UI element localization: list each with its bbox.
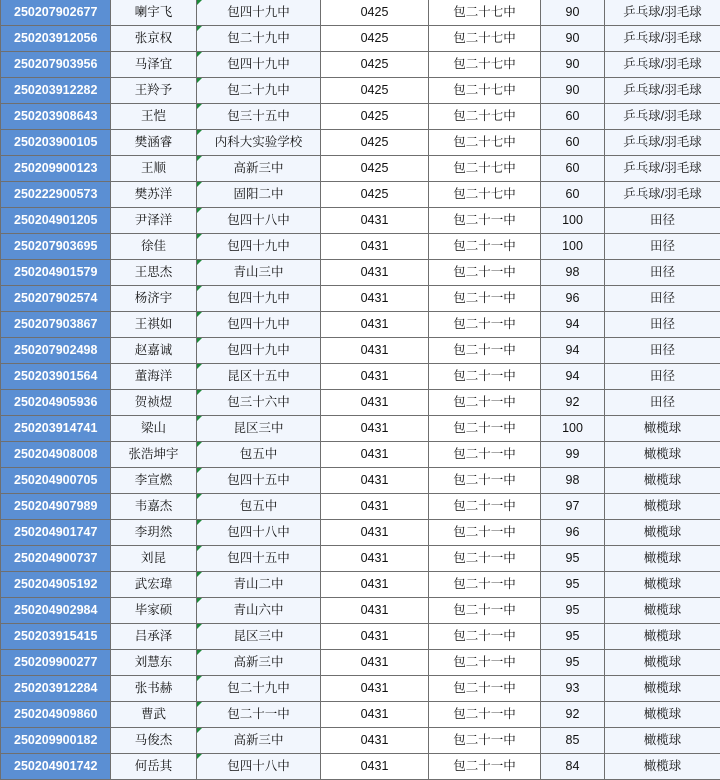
- cell-event[interactable]: 橄榄球: [605, 598, 720, 624]
- cell-student-id[interactable]: 250204901579: [1, 260, 111, 286]
- cell-school[interactable]: 青山六中: [197, 598, 321, 624]
- table-row: [1, 78, 720, 104]
- cell-score[interactable]: 98: [541, 260, 605, 286]
- cell-student-name[interactable]: 董海洋: [111, 364, 197, 390]
- cell-score[interactable]: 95: [541, 572, 605, 598]
- cell-event[interactable]: 橄榄球: [605, 676, 720, 702]
- cell-student-name[interactable]: 马泽宜: [111, 52, 197, 78]
- cell-score[interactable]: 95: [541, 546, 605, 572]
- table-row: [1, 156, 720, 182]
- cell-school[interactable]: 包四十九中: [197, 234, 321, 260]
- cell-student-name[interactable]: 尹泽洋: [111, 208, 197, 234]
- table-row: [1, 598, 720, 624]
- cell-school[interactable]: 包四十九中: [197, 286, 321, 312]
- cell-school[interactable]: 包五中: [197, 442, 321, 468]
- table-row: [1, 546, 720, 572]
- cell-student-name[interactable]: 李宣燃: [111, 468, 197, 494]
- table-row: [1, 520, 720, 546]
- cell-code[interactable]: 0431: [321, 312, 429, 338]
- cell-student-id[interactable]: 250209900182: [1, 728, 111, 754]
- cell-school[interactable]: 包四十八中: [197, 520, 321, 546]
- table-row: [1, 26, 720, 52]
- cell-school[interactable]: 包四十九中: [197, 338, 321, 364]
- cell-code[interactable]: 0431: [321, 338, 429, 364]
- cell-student-name[interactable]: 喇宇飞: [111, 0, 197, 26]
- cell-target-school[interactable]: 包二十一中: [429, 286, 541, 312]
- cell-score[interactable]: 90: [541, 52, 605, 78]
- cell-code[interactable]: 0431: [321, 624, 429, 650]
- cell-event[interactable]: 田径: [605, 208, 720, 234]
- cell-student-name[interactable]: 梁山: [111, 416, 197, 442]
- cell-code[interactable]: 0431: [321, 442, 429, 468]
- table-row: [1, 286, 720, 312]
- cell-code[interactable]: 0425: [321, 156, 429, 182]
- cell-target-school[interactable]: 包二十一中: [429, 754, 541, 780]
- cell-score[interactable]: 94: [541, 364, 605, 390]
- cell-target-school[interactable]: 包二十一中: [429, 624, 541, 650]
- cell-target-school[interactable]: 包二十一中: [429, 572, 541, 598]
- cell-code[interactable]: 0431: [321, 676, 429, 702]
- cell-student-name[interactable]: 曹武: [111, 702, 197, 728]
- cell-school[interactable]: 内科大实验学校: [197, 130, 321, 156]
- cell-score[interactable]: 90: [541, 0, 605, 26]
- table-row: [1, 754, 720, 780]
- cell-event[interactable]: 乒乓球/羽毛球: [605, 26, 720, 52]
- cell-school[interactable]: 青山三中: [197, 260, 321, 286]
- cell-target-school[interactable]: 包二十七中: [429, 26, 541, 52]
- table-row: [1, 702, 720, 728]
- cell-target-school[interactable]: 包二十一中: [429, 312, 541, 338]
- cell-school[interactable]: 包二十九中: [197, 26, 321, 52]
- cell-student-id[interactable]: 250204901205: [1, 208, 111, 234]
- cell-score[interactable]: 90: [541, 78, 605, 104]
- cell-student-name[interactable]: 武宏瑋: [111, 572, 197, 598]
- cell-student-id[interactable]: 250204905192: [1, 572, 111, 598]
- cell-target-school[interactable]: 包二十一中: [429, 702, 541, 728]
- cell-target-school[interactable]: 包二十七中: [429, 104, 541, 130]
- cell-school[interactable]: 青山二中: [197, 572, 321, 598]
- cell-student-name[interactable]: 马俊杰: [111, 728, 197, 754]
- cell-student-id[interactable]: 250204908008: [1, 442, 111, 468]
- cell-code[interactable]: 0431: [321, 650, 429, 676]
- table-row: [1, 182, 720, 208]
- cell-score[interactable]: 85: [541, 728, 605, 754]
- cell-student-id[interactable]: 250204900737: [1, 546, 111, 572]
- cell-event[interactable]: 橄榄球: [605, 754, 720, 780]
- table-row: [1, 312, 720, 338]
- table-row: [1, 234, 720, 260]
- cell-event[interactable]: 橄榄球: [605, 468, 720, 494]
- cell-score[interactable]: 97: [541, 494, 605, 520]
- cell-code[interactable]: 0431: [321, 364, 429, 390]
- table-row: [1, 52, 720, 78]
- cell-code[interactable]: 0431: [321, 260, 429, 286]
- cell-student-name[interactable]: 刘昆: [111, 546, 197, 572]
- table-body: [1, 0, 720, 780]
- cell-event[interactable]: 橄榄球: [605, 520, 720, 546]
- cell-target-school[interactable]: 包二十一中: [429, 650, 541, 676]
- cell-school[interactable]: 包三十五中: [197, 104, 321, 130]
- cell-student-name[interactable]: 张浩坤宇: [111, 442, 197, 468]
- cell-score[interactable]: 92: [541, 702, 605, 728]
- cell-school[interactable]: 包二十九中: [197, 676, 321, 702]
- table-row: [1, 130, 720, 156]
- cell-code[interactable]: 0431: [321, 728, 429, 754]
- cell-event[interactable]: 橄榄球: [605, 442, 720, 468]
- cell-target-school[interactable]: 包二十一中: [429, 494, 541, 520]
- cell-event[interactable]: 橄榄球: [605, 728, 720, 754]
- cell-event[interactable]: 乒乓球/羽毛球: [605, 52, 720, 78]
- cell-student-name[interactable]: 王顺: [111, 156, 197, 182]
- cell-score[interactable]: 60: [541, 104, 605, 130]
- cell-event[interactable]: 橄榄球: [605, 572, 720, 598]
- cell-student-id[interactable]: 250204901742: [1, 754, 111, 780]
- cell-school[interactable]: 包四十五中: [197, 546, 321, 572]
- cell-student-id[interactable]: 250203915415: [1, 624, 111, 650]
- table-row: [1, 208, 720, 234]
- cell-score[interactable]: 96: [541, 286, 605, 312]
- cell-school[interactable]: 包四十九中: [197, 0, 321, 26]
- cell-code[interactable]: 0431: [321, 702, 429, 728]
- cell-target-school[interactable]: 包二十一中: [429, 364, 541, 390]
- table-row: [1, 728, 720, 754]
- cell-school[interactable]: 高新三中: [197, 156, 321, 182]
- cell-score[interactable]: 60: [541, 130, 605, 156]
- cell-school[interactable]: 昆区三中: [197, 416, 321, 442]
- cell-target-school[interactable]: 包二十一中: [429, 546, 541, 572]
- table-row: [1, 650, 720, 676]
- cell-student-id[interactable]: 250203900105: [1, 130, 111, 156]
- cell-student-name[interactable]: 毕家硕: [111, 598, 197, 624]
- cell-school[interactable]: 高新三中: [197, 650, 321, 676]
- cell-event[interactable]: 乒乓球/羽毛球: [605, 130, 720, 156]
- cell-score[interactable]: 99: [541, 442, 605, 468]
- cell-school[interactable]: 包四十八中: [197, 208, 321, 234]
- cell-score[interactable]: 90: [541, 26, 605, 52]
- cell-target-school[interactable]: 包二十一中: [429, 390, 541, 416]
- cell-event[interactable]: 橄榄球: [605, 416, 720, 442]
- cell-target-school[interactable]: 包二十一中: [429, 520, 541, 546]
- cell-code[interactable]: 0425: [321, 130, 429, 156]
- cell-code[interactable]: 0431: [321, 286, 429, 312]
- cell-target-school[interactable]: 包二十一中: [429, 676, 541, 702]
- cell-event[interactable]: 橄榄球: [605, 546, 720, 572]
- cell-event[interactable]: 橄榄球: [605, 702, 720, 728]
- cell-target-school[interactable]: 包二十七中: [429, 156, 541, 182]
- cell-code[interactable]: 0431: [321, 754, 429, 780]
- cell-target-school[interactable]: 包二十一中: [429, 338, 541, 364]
- cell-code[interactable]: 0431: [321, 208, 429, 234]
- cell-event[interactable]: 乒乓球/羽毛球: [605, 0, 720, 26]
- cell-event[interactable]: 乒乓球/羽毛球: [605, 78, 720, 104]
- cell-event[interactable]: 田径: [605, 260, 720, 286]
- table-row: [1, 0, 720, 26]
- cell-school[interactable]: 固阳二中: [197, 182, 321, 208]
- cell-score[interactable]: 92: [541, 390, 605, 416]
- cell-event[interactable]: 乒乓球/羽毛球: [605, 104, 720, 130]
- cell-school[interactable]: 包四十九中: [197, 312, 321, 338]
- cell-code[interactable]: 0425: [321, 26, 429, 52]
- cell-student-id[interactable]: 250204900705: [1, 468, 111, 494]
- table-row: [1, 442, 720, 468]
- cell-student-id[interactable]: 250203914741: [1, 416, 111, 442]
- table-row: [1, 104, 720, 130]
- table-row: [1, 364, 720, 390]
- cell-target-school[interactable]: 包二十七中: [429, 0, 541, 26]
- cell-school[interactable]: 包二十一中: [197, 702, 321, 728]
- cell-student-id[interactable]: 250204902984: [1, 598, 111, 624]
- cell-code[interactable]: 0431: [321, 572, 429, 598]
- cell-code[interactable]: 0431: [321, 416, 429, 442]
- cell-score[interactable]: 100: [541, 208, 605, 234]
- cell-event[interactable]: 田径: [605, 234, 720, 260]
- cell-event[interactable]: 田径: [605, 286, 720, 312]
- cell-code[interactable]: 0425: [321, 78, 429, 104]
- cell-student-id[interactable]: 250204909860: [1, 702, 111, 728]
- cell-score[interactable]: 100: [541, 416, 605, 442]
- cell-student-id[interactable]: 250207903867: [1, 312, 111, 338]
- cell-student-id[interactable]: 250207902677: [1, 0, 111, 26]
- cell-student-name[interactable]: 何岳其: [111, 754, 197, 780]
- cell-code[interactable]: 0425: [321, 104, 429, 130]
- cell-code[interactable]: 0431: [321, 598, 429, 624]
- cell-school[interactable]: 包二十九中: [197, 78, 321, 104]
- cell-target-school[interactable]: 包二十一中: [429, 468, 541, 494]
- table-row: [1, 624, 720, 650]
- cell-code[interactable]: 0431: [321, 468, 429, 494]
- cell-student-id[interactable]: 250209900277: [1, 650, 111, 676]
- cell-student-name[interactable]: 杨济宇: [111, 286, 197, 312]
- cell-target-school[interactable]: 包二十七中: [429, 130, 541, 156]
- cell-target-school[interactable]: 包二十七中: [429, 78, 541, 104]
- cell-student-id[interactable]: 250203912284: [1, 676, 111, 702]
- cell-target-school[interactable]: 包二十一中: [429, 260, 541, 286]
- cell-code[interactable]: 0425: [321, 182, 429, 208]
- cell-student-name[interactable]: 张书赫: [111, 676, 197, 702]
- cell-student-id[interactable]: 250204901747: [1, 520, 111, 546]
- cell-target-school[interactable]: 包二十一中: [429, 442, 541, 468]
- cell-score[interactable]: 94: [541, 338, 605, 364]
- cell-student-name[interactable]: 贺祯煜: [111, 390, 197, 416]
- cell-student-id[interactable]: 250203908643: [1, 104, 111, 130]
- cell-student-name[interactable]: 徐佳: [111, 234, 197, 260]
- cell-student-name[interactable]: 王祺如: [111, 312, 197, 338]
- cell-student-id[interactable]: 250203912282: [1, 78, 111, 104]
- cell-student-id[interactable]: 250209900123: [1, 156, 111, 182]
- cell-score[interactable]: 100: [541, 234, 605, 260]
- cell-student-name[interactable]: 李玥然: [111, 520, 197, 546]
- cell-event[interactable]: 田径: [605, 338, 720, 364]
- cell-student-id[interactable]: 250203901564: [1, 364, 111, 390]
- cell-student-id[interactable]: 250207903956: [1, 52, 111, 78]
- cell-target-school[interactable]: 包二十一中: [429, 728, 541, 754]
- cell-student-name[interactable]: 樊苏洋: [111, 182, 197, 208]
- cell-student-name[interactable]: 王羚予: [111, 78, 197, 104]
- cell-score[interactable]: 98: [541, 468, 605, 494]
- cell-score[interactable]: 95: [541, 624, 605, 650]
- cell-code[interactable]: 0431: [321, 494, 429, 520]
- cell-code[interactable]: 0431: [321, 390, 429, 416]
- cell-student-id[interactable]: 250203912056: [1, 26, 111, 52]
- cell-score[interactable]: 96: [541, 520, 605, 546]
- cell-target-school[interactable]: 包二十一中: [429, 598, 541, 624]
- cell-score[interactable]: 95: [541, 598, 605, 624]
- cell-student-name[interactable]: 韦嘉杰: [111, 494, 197, 520]
- cell-score[interactable]: 60: [541, 156, 605, 182]
- cell-event[interactable]: 田径: [605, 312, 720, 338]
- cell-student-id[interactable]: 250204907989: [1, 494, 111, 520]
- cell-event[interactable]: 橄榄球: [605, 650, 720, 676]
- cell-school[interactable]: 包四十九中: [197, 52, 321, 78]
- cell-code[interactable]: 0425: [321, 0, 429, 26]
- table-row: [1, 572, 720, 598]
- cell-event[interactable]: 橄榄球: [605, 494, 720, 520]
- cell-code[interactable]: 0425: [321, 52, 429, 78]
- cell-school[interactable]: 昆区十五中: [197, 364, 321, 390]
- cell-student-name[interactable]: 赵嘉诚: [111, 338, 197, 364]
- cell-event[interactable]: 田径: [605, 390, 720, 416]
- cell-target-school[interactable]: 包二十一中: [429, 234, 541, 260]
- cell-student-id[interactable]: 250204905936: [1, 390, 111, 416]
- cell-student-name[interactable]: 樊涵睿: [111, 130, 197, 156]
- cell-school[interactable]: 包三十六中: [197, 390, 321, 416]
- cell-score[interactable]: 84: [541, 754, 605, 780]
- table-row: [1, 494, 720, 520]
- cell-school[interactable]: 包四十八中: [197, 754, 321, 780]
- cell-school[interactable]: 包五中: [197, 494, 321, 520]
- cell-student-name[interactable]: 王恺: [111, 104, 197, 130]
- cell-event[interactable]: 橄榄球: [605, 624, 720, 650]
- cell-student-id[interactable]: 250207902498: [1, 338, 111, 364]
- cell-school[interactable]: 昆区三中: [197, 624, 321, 650]
- cell-event[interactable]: 乒乓球/羽毛球: [605, 182, 720, 208]
- cell-score[interactable]: 94: [541, 312, 605, 338]
- cell-score[interactable]: 95: [541, 650, 605, 676]
- cell-score[interactable]: 60: [541, 182, 605, 208]
- cell-target-school[interactable]: 包二十七中: [429, 52, 541, 78]
- cell-target-school[interactable]: 包二十七中: [429, 182, 541, 208]
- table-row: [1, 338, 720, 364]
- cell-student-name[interactable]: 刘慧东: [111, 650, 197, 676]
- table-row: [1, 416, 720, 442]
- cell-student-name[interactable]: 张京权: [111, 26, 197, 52]
- cell-target-school[interactable]: 包二十一中: [429, 416, 541, 442]
- cell-student-id[interactable]: 250207902574: [1, 286, 111, 312]
- table-row: [1, 468, 720, 494]
- cell-target-school[interactable]: 包二十一中: [429, 208, 541, 234]
- cell-student-id[interactable]: 250207903695: [1, 234, 111, 260]
- cell-student-id[interactable]: 250222900573: [1, 182, 111, 208]
- cell-code[interactable]: 0431: [321, 520, 429, 546]
- cell-score[interactable]: 93: [541, 676, 605, 702]
- table-row: [1, 676, 720, 702]
- cell-code[interactable]: 0431: [321, 234, 429, 260]
- cell-code[interactable]: 0431: [321, 546, 429, 572]
- table-row: [1, 390, 720, 416]
- cell-student-name[interactable]: 吕承泽: [111, 624, 197, 650]
- cell-student-name[interactable]: 王思杰: [111, 260, 197, 286]
- cell-event[interactable]: 乒乓球/羽毛球: [605, 156, 720, 182]
- cell-event[interactable]: 田径: [605, 364, 720, 390]
- table-row: [1, 260, 720, 286]
- cell-school[interactable]: 包四十五中: [197, 468, 321, 494]
- cell-school[interactable]: 高新三中: [197, 728, 321, 754]
